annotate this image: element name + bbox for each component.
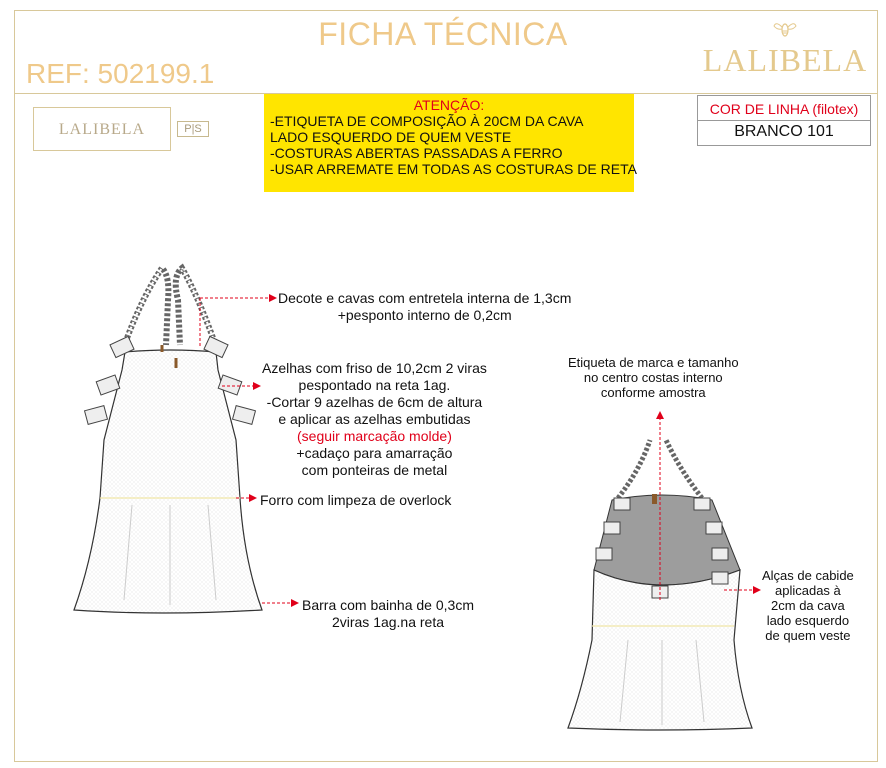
attention-line: -ETIQUETA DE COMPOSIÇÃO À 20CM DA CAVA: [270, 113, 584, 129]
hanger-strap-note-line: 2cm da cava: [771, 598, 845, 613]
attention-line: -COSTURAS ABERTAS PASSADAS A FERRO: [270, 145, 563, 161]
size-label: P|S: [177, 121, 209, 137]
hem-note-line: Barra com bainha de 0,3cm: [302, 597, 474, 613]
page-title: FICHA TÉCNICA: [318, 16, 568, 52]
loops-note-line: pespontado na reta 1ag.: [298, 377, 451, 393]
attention-line: -USAR ARREMATE EM TODAS AS COSTURAS DE RETA: [270, 161, 637, 177]
reference-code: REF: 502199.1: [26, 58, 215, 89]
brand-name: LALIBELA: [702, 42, 868, 78]
loops-note-line: e aplicar as azelhas embutidas: [278, 411, 471, 427]
brand-label-note-line: Etiqueta de marca e tamanho: [568, 355, 739, 370]
hanger-strap-note-line: de quem veste: [765, 628, 851, 643]
hanger-strap-note-line: Alças de cabide: [762, 568, 854, 583]
neckline-note-line: +pesponto interno de 0,2cm: [337, 307, 512, 323]
front-garment-drawing: [74, 268, 262, 613]
brand-label-note-line: no centro costas interno: [583, 370, 723, 385]
thread-color-title: COR DE LINHA (filotex): [709, 101, 859, 117]
hanger-strap-note-line: lado esquerdo: [766, 613, 850, 628]
thread-color-value: BRANCO 101: [734, 123, 834, 140]
hem-note-line: 2viras 1ag.na reta: [331, 614, 445, 630]
brand-label-text: LALIBELA: [58, 121, 146, 138]
loops-note: [262, 360, 487, 479]
attention-title: ATENÇÃO:: [413, 97, 485, 113]
neckline-note: [278, 290, 571, 324]
hanger-strap-note: [762, 568, 854, 643]
neckline-note-line: Decote e cavas com entretela interna de 1,3cm: [278, 290, 572, 306]
loops-note-line: -Cortar 9 azelhas de 6cm de altura: [266, 394, 483, 410]
hem-note: [302, 597, 474, 631]
attention-line: LADO ESQUERDO DE QUEM VESTE: [270, 129, 512, 145]
loops-note-line: (seguir marcação molde): [297, 428, 452, 444]
brand-label-note-line: conforme amostra: [600, 385, 706, 400]
brand-label-note: [568, 355, 739, 400]
lining-note: Forro com limpeza de overlock: [260, 492, 452, 508]
loops-note-line: com ponteiras de metal: [301, 462, 448, 478]
hanger-strap-note-line: aplicadas à: [775, 583, 841, 598]
loops-note-line: Azelhas com friso de 10,2cm 2 viras: [262, 360, 487, 376]
loops-note-line: +cadaço para amarração: [296, 445, 453, 461]
